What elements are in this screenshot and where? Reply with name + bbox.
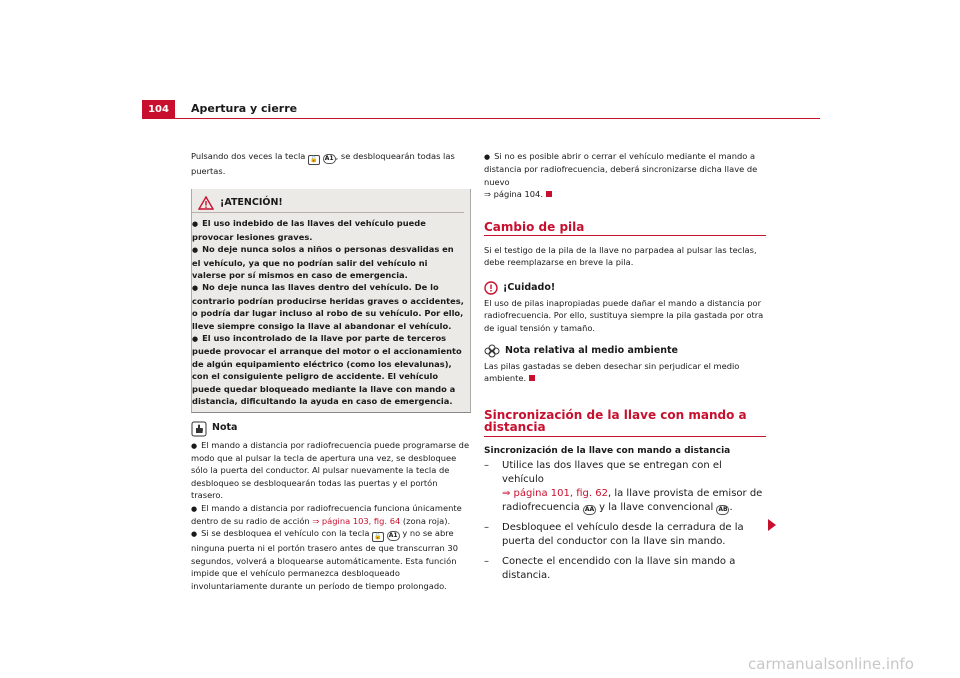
warning-header <box>192 193 464 213</box>
step-item: – Conecte el encendido con la llave sin mando a distancia. <box>484 556 736 582</box>
top-bullet-list <box>484 150 766 201</box>
warning-item: ● El uso incontrolado de la llave por parte de terceros puede provocar el arranque del motor o el accionamiento de algún equipamiento eléctrico (como los elevalunas), con el consiguiente peligro de accidente. El vehículo puede quedar bloqueado mediante la llave con mando a distancia, dificultando la ayuda en caso de emergencia. <box>192 332 464 407</box>
header-rule <box>175 118 820 119</box>
ref-a1: A1 <box>387 531 400 541</box>
warning-list <box>192 217 464 407</box>
section-title-battery: Cambio de pila <box>484 221 766 236</box>
warning-item: ● No deje nunca las llaves dentro del vehículo. De lo contrario podrían producirse heridas graves o accidentes, o podría dar lugar incluso al robo de su vehículo. Por ello, lleve siempre consigo la llave al abandonar el vehículo. <box>192 281 464 332</box>
ref-ab: AB <box>718 506 728 514</box>
caution-icon <box>484 281 498 295</box>
warning-triangle-icon <box>198 196 214 210</box>
caution-title: ¡Cuidado! <box>503 281 556 293</box>
section-title-sync: Sincronización de la llave con mando a distancia <box>484 409 766 437</box>
unlock-key-icon: 🔓 <box>372 532 384 542</box>
sync-steps <box>484 459 766 583</box>
note-item: ● El mando a distancia por radiofrecuencia puede programarse de modo que al pulsar la tecla de apertura una vez, se desbloquee sólo la puerta del conductor. Al pulsar nuevamente la tecla de desbloqueo se desbloquearán todas las puertas y el portón trasero. <box>191 439 471 502</box>
continue-arrow-icon <box>768 519 776 531</box>
ref-a1: A1 <box>323 154 336 164</box>
left-column <box>191 150 471 592</box>
warning-item: ● No deje nunca solos a niños o personas desvalidas en el vehículo, ya que no podrían salir del vehículo ni valerse por sí mismos en caso de emergencia. <box>192 243 464 281</box>
caution-paragraph: El uso de pilas inapropiadas puede dañar el mando a distancia por radiofrecuencia. Por ello, sustituya siempre la pila gastada por otra de igual tensión y tamaño. <box>484 297 764 333</box>
environment-title: Nota relativa al medio ambiente <box>505 344 679 356</box>
environment-paragraph: Las pilas gastadas se deben desechar sin perjudicar el medio ambiente. <box>484 361 740 384</box>
right-column <box>484 150 766 589</box>
warning-item: ● El uso indebido de las llaves del vehículo puede provocar lesiones graves. <box>192 217 464 243</box>
section-end-marker <box>546 191 552 197</box>
battery-paragraph: Si el testigo de la pila de la llave no parpadea al pulsar las teclas, debe reemplazarse en breve la pila. <box>484 245 757 268</box>
step-item: – Desbloquee el vehículo desde la cerradura de la puerta del conductor con la llave sin mando. <box>484 522 744 548</box>
step-item: – Utilice las dos llaves que se entregan con el vehículo ⇒ página 101, fig. 62, la llave provista de emisor de radiofrecuencia AA y la llave convencional AB . <box>484 460 763 514</box>
note-title: Nota <box>212 422 238 434</box>
page-link[interactable]: ⇒ página 101, fig. 62 <box>502 488 608 500</box>
intro-paragraph: Pulsando dos veces la tecla 🔓 A1 , se desbloquearán todas las puertas. <box>191 151 455 176</box>
ref-aa: AA <box>584 506 595 514</box>
note-icon <box>191 421 207 437</box>
flower-icon <box>484 344 500 358</box>
note-item: ● El mando a distancia por radiofrecuencia funciona únicamente dentro de su radio de acción ⇒ página 103, fig. 64 (zona roja). <box>191 502 471 528</box>
page-title: Apertura y cierre <box>191 102 298 115</box>
note-item: ● Si se desbloquea el vehículo con la tecla 🔓 A1 y no se abre ninguna puerta ni el portón trasero antes de que transcurran 30 segundos, volverá a bloquearse automáticamente. Esta función impide que el vehículo permanezca desbloqueado involuntariamente durante un período de tiempo prolongado. <box>191 527 471 592</box>
warning-box <box>191 189 471 412</box>
note-list <box>191 439 471 592</box>
warning-title: ¡ATENCIÓN! <box>220 196 283 208</box>
page-number: 104 <box>142 100 175 119</box>
note-header <box>191 421 471 437</box>
unlock-key-icon: 🔓 <box>308 155 320 165</box>
caution-header <box>484 281 766 295</box>
watermark: carmanualsonline.info <box>748 655 914 673</box>
sync-subtitle: Sincronización de la llave con mando a distancia <box>484 445 731 456</box>
page-link[interactable]: ⇒ página 103, fig. 64 <box>312 515 401 526</box>
environment-header <box>484 344 766 358</box>
section-end-marker <box>529 375 535 381</box>
bullet-item: ● Si no es posible abrir o cerrar el vehículo mediante el mando a distancia por radiofrecuencia, deberá sincronizarse dicha llave de nuevo ⇒ página 104. <box>484 150 766 201</box>
